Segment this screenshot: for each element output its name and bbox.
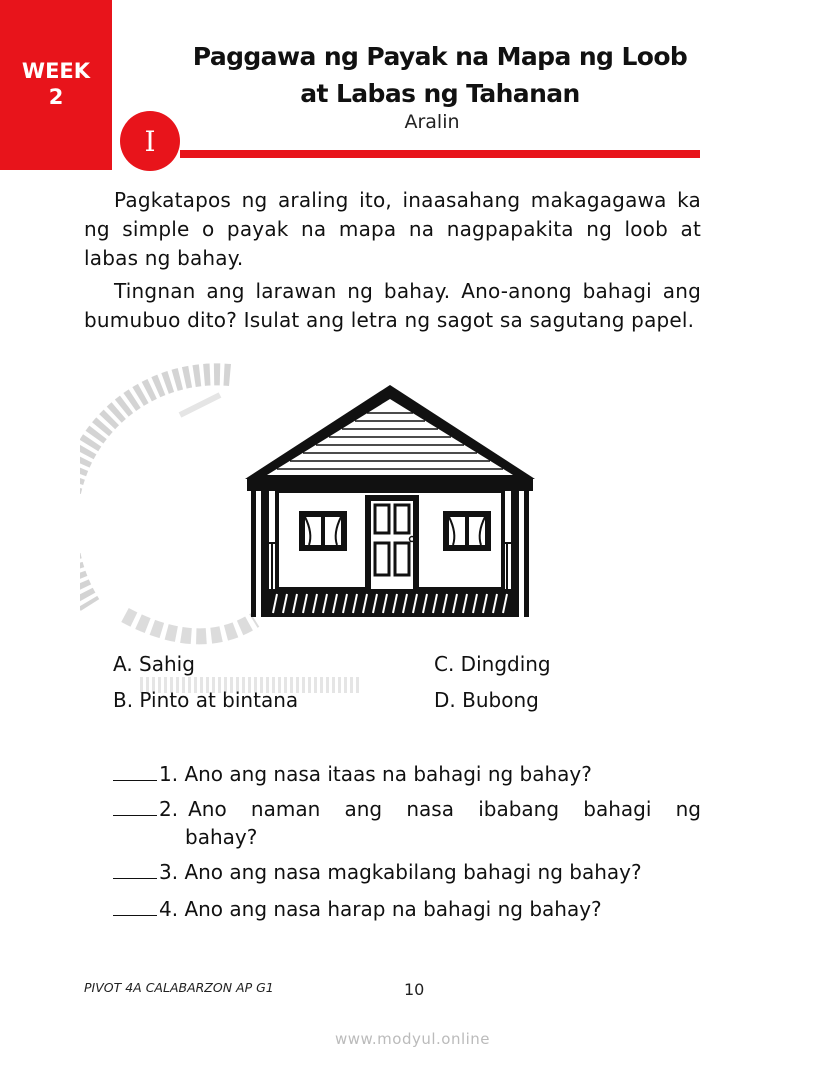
instruction-paragraph: Tingnan ang larawan ng bahay. Ano-anong bahagi ang bumubuo dito? Isulat ang letra ng sagot sa sagutang papel. — [84, 279, 701, 332]
question-text: Ano ang nasa itaas na bahagi ng bahay? — [184, 762, 592, 786]
choice-c: C. Dingding — [434, 652, 551, 676]
footer-source: PIVOT 4A CALABARZON AP G1 — [84, 980, 274, 995]
choice-a: A. Sahig — [113, 652, 195, 676]
page-title — [180, 38, 700, 112]
week-number: 2 — [48, 85, 64, 109]
week-tab — [0, 0, 112, 170]
title-line-1: Paggawa ng Payak na Mapa ng Loob — [192, 42, 688, 71]
choice-d: D. Bubong — [434, 688, 539, 712]
intro-paragraph: Pagkatapos ng araling ito, inaasahang makagagawa ka ng simple o payak na mapa na nagpapakita ng loob at labas ng bahay. — [84, 188, 701, 270]
question-number: 2. — [159, 797, 179, 821]
question-text: Ano ang nasa magkabilang bahagi ng bahay? — [184, 860, 642, 884]
title-line-2: at Labas ng Tahanan — [300, 79, 580, 108]
lesson-subtitle: Aralin — [404, 111, 460, 133]
house-illustration — [243, 383, 537, 619]
question-text-continuation: bahay? — [185, 825, 258, 849]
header-divider — [180, 150, 700, 158]
question-number: 4. — [159, 897, 179, 921]
question-4 — [113, 895, 701, 923]
question-number: 3. — [159, 860, 179, 884]
question-text: Ano naman ang nasa ibabang bahagi ng — [188, 797, 701, 821]
answer-blank[interactable] — [113, 860, 157, 879]
question-1 — [113, 760, 701, 788]
answer-blank[interactable] — [113, 897, 157, 916]
site-watermark: www.modyul.online — [334, 1030, 491, 1048]
answer-blank[interactable] — [113, 797, 157, 816]
section-badge — [120, 111, 180, 171]
answer-blank[interactable] — [113, 762, 157, 781]
page-number: 10 — [404, 980, 425, 999]
question-2 — [113, 795, 701, 851]
week-label: WEEK — [21, 59, 91, 83]
question-text: Ano ang nasa harap na bahagi ng bahay? — [184, 897, 602, 921]
choice-b: B. Pinto at bintana — [113, 688, 299, 712]
section-letter: I — [144, 124, 156, 158]
question-3 — [113, 858, 701, 886]
question-number: 1. — [159, 762, 179, 786]
